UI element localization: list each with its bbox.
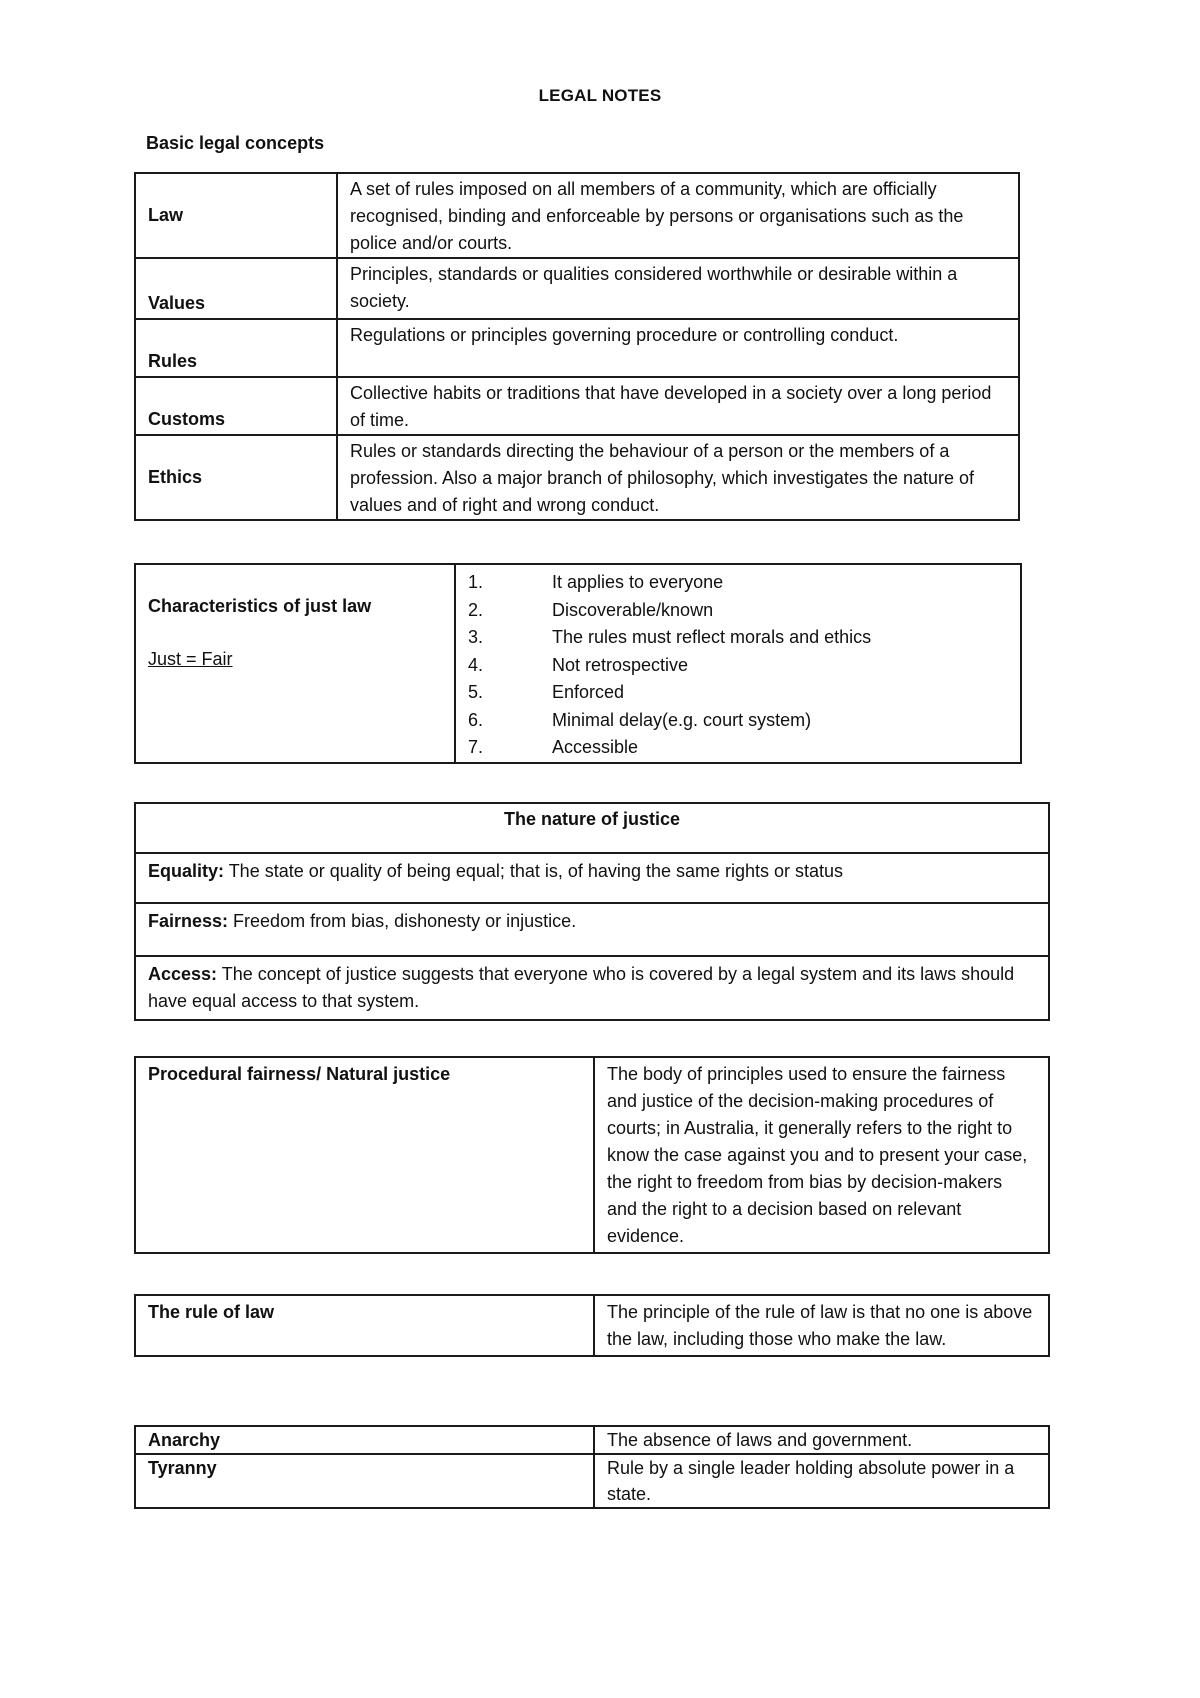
list-item [468, 707, 1008, 735]
procedural-fairness-table [134, 1056, 1050, 1254]
list-item [468, 679, 1008, 707]
rule-of-law-table [134, 1294, 1050, 1357]
governance-table [134, 1425, 1050, 1509]
list-item-text: The rules must reflect morals and ethics [552, 627, 872, 647]
justice-text: The concept of justice suggests that everyone who is covered by a legal system and its laws should have equal access to that system. [148, 964, 1015, 1011]
justice-heading: The nature of justice [135, 803, 1049, 853]
table-row [135, 803, 1049, 853]
list-item-text: Accessible [552, 737, 639, 757]
table-row [135, 1454, 1049, 1508]
basic-concepts-table [134, 172, 1020, 521]
table-row [135, 435, 1019, 520]
table-row [135, 258, 1019, 319]
concept-definition: Regulations or principles governing procedure or controlling conduct. [337, 319, 1019, 377]
justice-text: Freedom from bias, dishonesty or injustice. [228, 911, 577, 931]
just-law-heading-cell [135, 564, 455, 763]
just-law-note: Just = Fair [148, 649, 233, 669]
list-item-number: 6. [468, 709, 484, 730]
concept-term: Ethics [135, 435, 337, 520]
governance-definition: Rule by a single leader holding absolute power in a state. [594, 1454, 1049, 1508]
table-row [135, 564, 1021, 763]
procedural-term: Procedural fairness/ Natural justice [135, 1057, 594, 1253]
concept-term: Law [135, 173, 337, 258]
just-law-heading: Characteristics of just law [148, 596, 372, 616]
governance-term: Anarchy [135, 1426, 594, 1454]
justice-row [135, 853, 1049, 903]
concept-term: Rules [135, 319, 337, 377]
rule-of-law-term: The rule of law [135, 1295, 594, 1356]
list-item-number: 7. [468, 737, 484, 757]
table-row [135, 1295, 1049, 1356]
concept-term: Customs [135, 377, 337, 435]
list-item-text: Discoverable/known [552, 599, 714, 620]
just-law-list-cell [455, 564, 1021, 763]
section-heading-basic-concepts: Basic legal concepts [146, 133, 325, 153]
just-law-table [134, 563, 1022, 764]
justice-term: Equality: [148, 861, 225, 881]
list-item-number: 5. [468, 682, 484, 702]
rule-of-law-definition: The principle of the rule of law is that no one is above the law, including those who make the law. [594, 1295, 1049, 1356]
list-item-number: 3. [468, 627, 484, 647]
table-row [135, 1057, 1049, 1253]
list-item-number: 2. [468, 599, 484, 620]
concept-definition: Rules or standards directing the behaviour of a person or the members of a profession. Also a major branch of philosophy, which investigates the nature of values and of right and wrong conduct. [337, 435, 1019, 520]
list-item-number: 1. [468, 572, 484, 592]
justice-term: Access: [148, 964, 218, 984]
list-item-text: Minimal delay(e.g. court system) [552, 709, 812, 730]
table-row [135, 319, 1019, 377]
table-row [135, 956, 1049, 1020]
concept-definition: Collective habits or traditions that have developed in a society over a long period of time. [337, 377, 1019, 435]
nature-of-justice-table [134, 802, 1050, 1021]
governance-definition: The absence of laws and government. [594, 1426, 1049, 1454]
table-row [135, 377, 1019, 435]
list-item-text: Not retrospective [552, 654, 689, 675]
justice-row [135, 956, 1049, 1020]
concept-definition: A set of rules imposed on all members of a community, which are officially recognised, binding and enforceable by persons or organisations such as the police and/or courts. [337, 173, 1019, 258]
just-law-list [468, 569, 1008, 762]
page-title: LEGAL NOTES [538, 86, 662, 105]
list-item [468, 597, 1008, 625]
concept-term: Values [135, 258, 337, 319]
list-item-text: Enforced [552, 682, 625, 702]
table-row [135, 173, 1019, 258]
governance-term: Tyranny [135, 1454, 594, 1508]
list-item-number: 4. [468, 654, 484, 675]
list-item [468, 652, 1008, 680]
table-row [135, 853, 1049, 903]
table-row [135, 1426, 1049, 1454]
concept-definition: Principles, standards or qualities considered worthwhile or desirable within a society. [337, 258, 1019, 319]
procedural-definition: The body of principles used to ensure the fairness and justice of the decision-making procedures of courts; in Australia, it generally refers to the right to know the case against you and to present your case, the right to freedom from bias by decision-makers and the right to a decision based on relevant evidence. [594, 1057, 1049, 1253]
list-item [468, 569, 1008, 597]
justice-term: Fairness: [148, 911, 229, 931]
list-item [468, 734, 1008, 762]
table-row [135, 903, 1049, 956]
list-item-text: It applies to everyone [552, 572, 724, 592]
justice-row [135, 903, 1049, 956]
justice-text: The state or quality of being equal; that is, of having the same rights or status [224, 861, 844, 881]
list-item [468, 624, 1008, 652]
